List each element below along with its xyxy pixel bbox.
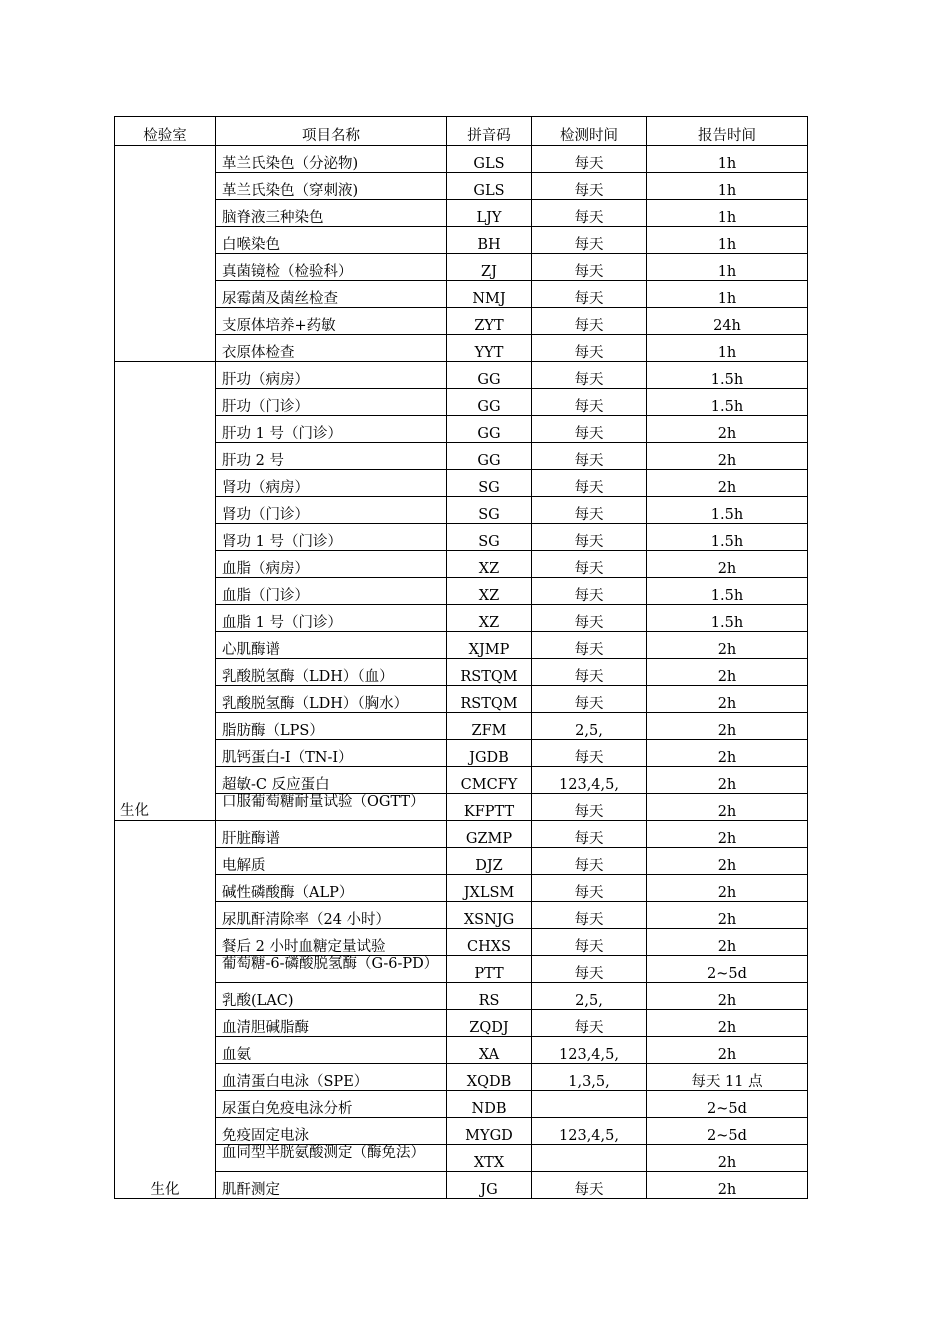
test-time-cell (532, 1145, 647, 1172)
test-time-cell: 每天 (532, 254, 647, 281)
table-row (115, 767, 808, 794)
table-row (115, 929, 808, 956)
test-time-cell: 2,5, (532, 983, 647, 1010)
table-row (115, 335, 808, 362)
pinyin-code-cell: ZYT (447, 308, 532, 335)
item-name-cell: 餐后 2 小时血糖定量试验 (216, 929, 447, 956)
table-row (115, 416, 808, 443)
table-row (115, 794, 808, 821)
pinyin-code-cell: CMCFY (447, 767, 532, 794)
table-row (115, 308, 808, 335)
report-time-cell: 2h (647, 686, 808, 713)
item-name-cell: 乳酸脱氢酶（LDH）（血） (216, 659, 447, 686)
item-name-cell: 肝功 1 号（门诊） (216, 416, 447, 443)
pinyin-code-cell: GZMP (447, 821, 532, 848)
pinyin-code-cell: MYGD (447, 1118, 532, 1145)
table-row (115, 173, 808, 200)
item-name-cell: 衣原体检查 (216, 335, 447, 362)
item-name-cell: 血清胆碱脂酶 (216, 1010, 447, 1037)
table-row (115, 551, 808, 578)
report-time-cell: 2h (647, 1010, 808, 1037)
lab-cell-microbiology (115, 146, 216, 362)
report-time-cell: 2h (647, 443, 808, 470)
item-name-text: 血同型半胱氨酸测定（酶免法） (222, 1145, 425, 1161)
item-name-cell: 免疫固定电泳 (216, 1118, 447, 1145)
item-name-cell: 革兰氏染色（穿刺液) (216, 173, 447, 200)
report-time-cell: 1.5h (647, 389, 808, 416)
header-item-name: 项目名称 (216, 117, 447, 146)
test-time-cell: 每天 (532, 416, 647, 443)
table-row (115, 686, 808, 713)
item-name-cell: 超敏-C 反应蛋白 (216, 767, 447, 794)
pinyin-code-cell: RSTQM (447, 659, 532, 686)
pinyin-code-cell: XTX (447, 1145, 532, 1172)
test-time-cell: 每天 (532, 146, 647, 173)
test-time-cell: 每天 (532, 875, 647, 902)
report-time-cell: 2h (647, 740, 808, 767)
report-time-cell: 2h (647, 794, 808, 821)
item-name-cell: 脑脊液三种染色 (216, 200, 447, 227)
item-name-cell: 肾功 1 号（门诊） (216, 524, 447, 551)
table-row (115, 605, 808, 632)
report-time-cell: 2h (647, 713, 808, 740)
test-time-cell: 每天 (532, 281, 647, 308)
pinyin-code-cell: SG (447, 497, 532, 524)
report-time-cell: 2h (647, 902, 808, 929)
item-name-cell: 心肌酶谱 (216, 632, 447, 659)
pinyin-code-cell: DJZ (447, 848, 532, 875)
item-name-cell: 尿蛋白免疫电泳分析 (216, 1091, 447, 1118)
test-time-cell: 123,4,5, (532, 1037, 647, 1064)
table-row (115, 848, 808, 875)
test-time-cell: 每天 (532, 524, 647, 551)
pinyin-code-cell: NMJ (447, 281, 532, 308)
report-time-cell: 1h (647, 200, 808, 227)
report-time-cell: 2h (647, 470, 808, 497)
test-time-cell: 每天 (532, 443, 647, 470)
table-row (115, 632, 808, 659)
report-time-cell: 1.5h (647, 524, 808, 551)
table-row (115, 1145, 808, 1172)
test-time-cell: 2,5, (532, 713, 647, 740)
report-time-cell: 1.5h (647, 578, 808, 605)
table-row (115, 497, 808, 524)
report-time-cell: 2h (647, 632, 808, 659)
table-row (115, 1091, 808, 1118)
test-time-cell: 每天 (532, 686, 647, 713)
item-name-cell: 肝脏酶谱 (216, 821, 447, 848)
item-name-cell: 血脂 1 号（门诊） (216, 605, 447, 632)
item-name-cell: 肝功 2 号 (216, 443, 447, 470)
table-row (115, 1037, 808, 1064)
item-name-cell: 肾功（病房） (216, 470, 447, 497)
test-time-cell: 123,4,5, (532, 767, 647, 794)
item-name-cell: 碱性磷酸酶（ALP） (216, 875, 447, 902)
table-row (115, 578, 808, 605)
pinyin-code-cell: LJY (447, 200, 532, 227)
pinyin-code-cell: GG (447, 362, 532, 389)
pinyin-code-cell: XSNJG (447, 902, 532, 929)
item-name-cell: 尿霉菌及菌丝检查 (216, 281, 447, 308)
table-row (115, 443, 808, 470)
table-row (115, 875, 808, 902)
test-time-cell: 每天 (532, 578, 647, 605)
table-row (115, 1010, 808, 1037)
test-time-cell: 每天 (532, 659, 647, 686)
table-row (115, 389, 808, 416)
table-row (115, 227, 808, 254)
test-time-cell: 每天 (532, 1010, 647, 1037)
pinyin-code-cell: ZQDJ (447, 1010, 532, 1037)
pinyin-code-cell: JXLSM (447, 875, 532, 902)
test-time-cell: 每天 (532, 632, 647, 659)
pinyin-code-cell: GG (447, 416, 532, 443)
pinyin-code-cell: YYT (447, 335, 532, 362)
test-time-cell: 每天 (532, 956, 647, 983)
pinyin-code-cell: XZ (447, 578, 532, 605)
item-name-text: 葡萄糖-6-磷酸脱氢酶（G-6-PD） (222, 956, 439, 972)
report-time-cell: 2h (647, 1037, 808, 1064)
table-row (115, 254, 808, 281)
item-name-cell: 白喉染色 (216, 227, 447, 254)
item-name-cell: 真菌镜检（检验科） (216, 254, 447, 281)
report-time-cell: 2h (647, 983, 808, 1010)
item-name-cell: 肌钙蛋白-I（TN-I） (216, 740, 447, 767)
test-time-cell: 每天 (532, 794, 647, 821)
item-name-cell (216, 956, 447, 983)
test-time-cell: 每天 (532, 227, 647, 254)
pinyin-code-cell: CHXS (447, 929, 532, 956)
report-time-cell: 2h (647, 416, 808, 443)
test-time-cell: 每天 (532, 848, 647, 875)
table-row (115, 713, 808, 740)
pinyin-code-cell: ZJ (447, 254, 532, 281)
pinyin-code-cell: RSTQM (447, 686, 532, 713)
table-row (115, 1064, 808, 1091)
report-time-cell: 2~5d (647, 956, 808, 983)
item-name-cell: 乳酸(LAC) (216, 983, 447, 1010)
test-time-cell: 每天 (532, 551, 647, 578)
lab-label: 生化 (150, 1182, 180, 1198)
pinyin-code-cell: NDB (447, 1091, 532, 1118)
pinyin-code-cell: XA (447, 1037, 532, 1064)
pinyin-code-cell: JGDB (447, 740, 532, 767)
lab-label: 生化 (120, 803, 149, 819)
pinyin-code-cell: GG (447, 443, 532, 470)
pinyin-code-cell: GLS (447, 173, 532, 200)
test-time-cell: 每天 (532, 821, 647, 848)
pinyin-code-cell: SG (447, 524, 532, 551)
table-row (115, 956, 808, 983)
pinyin-code-cell: KFPTT (447, 794, 532, 821)
lab-cell-biochem-lower (115, 821, 216, 1199)
pinyin-code-cell: ZFM (447, 713, 532, 740)
table-row (115, 146, 808, 173)
table-row (115, 740, 808, 767)
item-name-cell: 乳酸脱氢酶（LDH）（胸水） (216, 686, 447, 713)
test-time-cell: 1,3,5, (532, 1064, 647, 1091)
table-row (115, 1172, 808, 1199)
table-row (115, 524, 808, 551)
table-row (115, 200, 808, 227)
pinyin-code-cell: GG (447, 389, 532, 416)
report-time-cell: 1h (647, 173, 808, 200)
header-test-time: 检测时间 (532, 117, 647, 146)
item-name-cell (216, 1145, 447, 1172)
item-name-cell: 脂肪酶（LPS） (216, 713, 447, 740)
table-row (115, 821, 808, 848)
test-time-cell: 123,4,5, (532, 1118, 647, 1145)
test-time-cell: 每天 (532, 470, 647, 497)
report-time-cell: 1h (647, 227, 808, 254)
report-time-cell: 2~5d (647, 1118, 808, 1145)
table-row (115, 470, 808, 497)
report-time-cell: 1.5h (647, 362, 808, 389)
test-time-cell: 每天 (532, 740, 647, 767)
report-time-cell: 1h (647, 335, 808, 362)
item-name-cell: 电解质 (216, 848, 447, 875)
item-name-cell: 肾功（门诊） (216, 497, 447, 524)
test-time-cell (532, 1091, 647, 1118)
report-time-cell: 2h (647, 551, 808, 578)
test-time-cell: 每天 (532, 1172, 647, 1199)
item-name-cell: 血脂（门诊） (216, 578, 447, 605)
pinyin-code-cell: XJMP (447, 632, 532, 659)
pinyin-code-cell: XZ (447, 551, 532, 578)
item-name-cell: 血清蛋白电泳（SPE） (216, 1064, 447, 1091)
report-time-cell: 1h (647, 281, 808, 308)
test-time-cell: 每天 (532, 362, 647, 389)
table-row (115, 659, 808, 686)
pinyin-code-cell: BH (447, 227, 532, 254)
pinyin-code-cell: SG (447, 470, 532, 497)
pinyin-code-cell: XQDB (447, 1064, 532, 1091)
header-pinyin-code: 拼音码 (447, 117, 532, 146)
lab-cell-biochem-upper (115, 362, 216, 821)
item-name-cell: 支原体培养+药敏 (216, 308, 447, 335)
report-time-cell: 2h (647, 875, 808, 902)
test-time-cell: 每天 (532, 200, 647, 227)
table-row (115, 281, 808, 308)
report-time-cell: 2h (647, 1172, 808, 1199)
report-time-cell: 每天 11 点 (647, 1064, 808, 1091)
report-time-cell: 1h (647, 254, 808, 281)
item-name-text: 口服葡萄糖耐量试验（OGTT） (222, 794, 425, 810)
test-time-cell: 每天 (532, 389, 647, 416)
pinyin-code-cell: GLS (447, 146, 532, 173)
item-name-cell (216, 794, 447, 821)
header-report-time: 报告时间 (647, 117, 808, 146)
item-name-cell: 尿肌酐清除率（24 小时） (216, 902, 447, 929)
item-name-cell: 血脂（病房） (216, 551, 447, 578)
report-time-cell: 2~5d (647, 1091, 808, 1118)
test-time-cell: 每天 (532, 308, 647, 335)
report-time-cell: 2h (647, 848, 808, 875)
report-time-cell: 1.5h (647, 497, 808, 524)
test-time-cell: 每天 (532, 173, 647, 200)
report-time-cell: 2h (647, 767, 808, 794)
report-time-cell: 1h (647, 146, 808, 173)
item-name-cell: 肝功（病房） (216, 362, 447, 389)
report-time-cell: 24h (647, 308, 808, 335)
lab-test-table (114, 116, 808, 1199)
test-time-cell: 每天 (532, 605, 647, 632)
table-row (115, 362, 808, 389)
report-time-cell: 2h (647, 659, 808, 686)
table-row (115, 902, 808, 929)
item-name-cell: 革兰氏染色（分泌物) (216, 146, 447, 173)
test-time-cell: 每天 (532, 497, 647, 524)
item-name-cell: 肝功（门诊） (216, 389, 447, 416)
report-time-cell: 2h (647, 821, 808, 848)
table-row (115, 1118, 808, 1145)
item-name-cell: 肌酐测定 (216, 1172, 447, 1199)
report-time-cell: 1.5h (647, 605, 808, 632)
item-name-cell: 血氨 (216, 1037, 447, 1064)
report-time-cell: 2h (647, 1145, 808, 1172)
test-time-cell: 每天 (532, 335, 647, 362)
test-time-cell: 每天 (532, 902, 647, 929)
pinyin-code-cell: XZ (447, 605, 532, 632)
header-lab: 检验室 (115, 117, 216, 146)
pinyin-code-cell: PTT (447, 956, 532, 983)
pinyin-code-cell: JG (447, 1172, 532, 1199)
test-time-cell: 每天 (532, 929, 647, 956)
table-row (115, 983, 808, 1010)
header-row (115, 117, 808, 146)
report-time-cell: 2h (647, 929, 808, 956)
pinyin-code-cell: RS (447, 983, 532, 1010)
